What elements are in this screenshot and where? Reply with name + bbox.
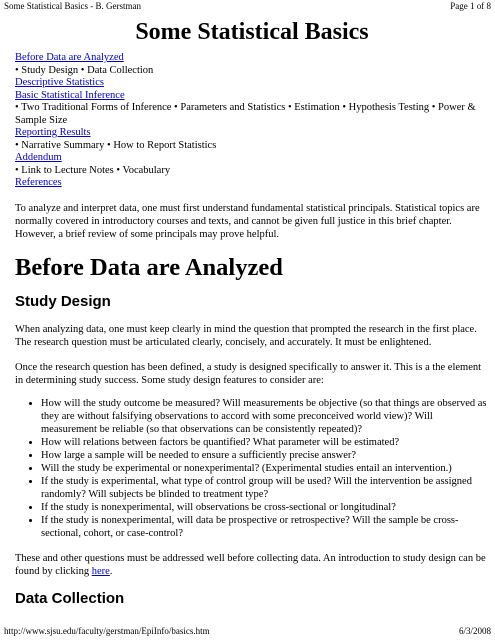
list-item: • Will the study be experimental or nonexperimental? (Experimental studies entail an intervention.): [41, 462, 489, 475]
design-features-list: [15, 397, 489, 540]
study-design-paragraph-2: Once the research question has been defined, a study is designed specifically to answer it. This is a the element in determining study success. Some study design features to consider are:: [15, 361, 482, 386]
list-item: • How will the study outcome be measured? Will measurements be objective (so that things are observed as they are without falsifying observations to accord with some preconceived world view)? Will measurement be reliable (so that observations can be consistently repeated)?: [41, 397, 489, 436]
toc-link-basic-inference[interactable]: Basic Statistical Inference: [15, 89, 125, 101]
print-footer: [0, 626, 495, 640]
subsection-heading-study-design: Study Design: [15, 292, 111, 310]
toc-sub-reporting-results: • Narrative Summary • How to Report Statistics: [15, 139, 217, 151]
section-heading-before-data: Before Data are Analyzed: [15, 253, 283, 281]
study-design-paragraph-1: When analyzing data, one must keep clearly in mind the question that prompted the research in the first place. The research question must be articulated clearly, concisely, and accurately. It must be enlightened.: [15, 323, 477, 348]
toc-link-references[interactable]: References: [15, 177, 62, 188]
list-item: • If the study is experimental, what type of control group will be used? Will the intervention be assigned randomly? Will subjects be blinded to treatment type?: [41, 475, 489, 501]
header-title: Some Statistical Basics - B. Gerstman: [4, 1, 141, 11]
toc-sub-before-data: • Study Design • Data Collection: [15, 64, 154, 76]
list-item: • How will relations between factors be quantified? What parameter will be estimated?: [41, 436, 489, 449]
toc-link-before-data[interactable]: Before Data are Analyzed: [15, 52, 124, 63]
paragraph-end: .: [109, 565, 113, 577]
footer-url: http://www.sjsu.edu/faculty/gerstman/EpiInfo/basics.htm: [4, 626, 210, 636]
toc-link-addendum[interactable]: Addendum: [15, 152, 62, 163]
page-title: Some Statistical Basics: [135, 19, 369, 45]
list-item: • How large a sample will be needed to ensure a sufficiently precise answer?: [41, 449, 489, 462]
study-design-paragraph-3: [15, 552, 489, 578]
toc-link-descriptive-statistics[interactable]: Descriptive Statistics: [15, 77, 104, 88]
paragraph-text: These and other questions must be addressed well before collecting data. An introduction to study design can be found by clicking: [15, 552, 486, 577]
footer-date: 6/3/2008: [458, 626, 491, 636]
list-item: • If the study is nonexperimental, will observations be cross-sectional or longitudinal?: [41, 501, 489, 514]
list-item: • If the study is nonexperimental, will data be prospective or retrospective? Will the sample be cross-sectional, cohort, or case-control?: [41, 514, 489, 540]
document-body: [15, 12, 489, 620]
toc-sub-addendum: • Link to Lecture Notes • Vocabulary: [15, 164, 171, 176]
toc-link-reporting-results[interactable]: Reporting Results: [15, 127, 91, 138]
table-of-contents: [15, 52, 489, 190]
toc-sub-basic-inference: • Two Traditional Forms of Inference • Parameters and Statistics • Estimation • Hypothesis Testing • Power & Sample Size: [15, 102, 476, 126]
subsection-heading-data-collection: Data Collection: [15, 589, 125, 607]
intro-paragraph: To analyze and interpret data, one must first understand fundamental statistical principals. Statistical topics are normally covered in introductory courses and texts, and cannot be given full justice in this brief chapter. However, a brief review of some principals may prove helpful.: [15, 202, 480, 240]
header-page-number: Page 1 of 8: [450, 1, 491, 11]
study-design-here-link[interactable]: here: [91, 565, 110, 577]
